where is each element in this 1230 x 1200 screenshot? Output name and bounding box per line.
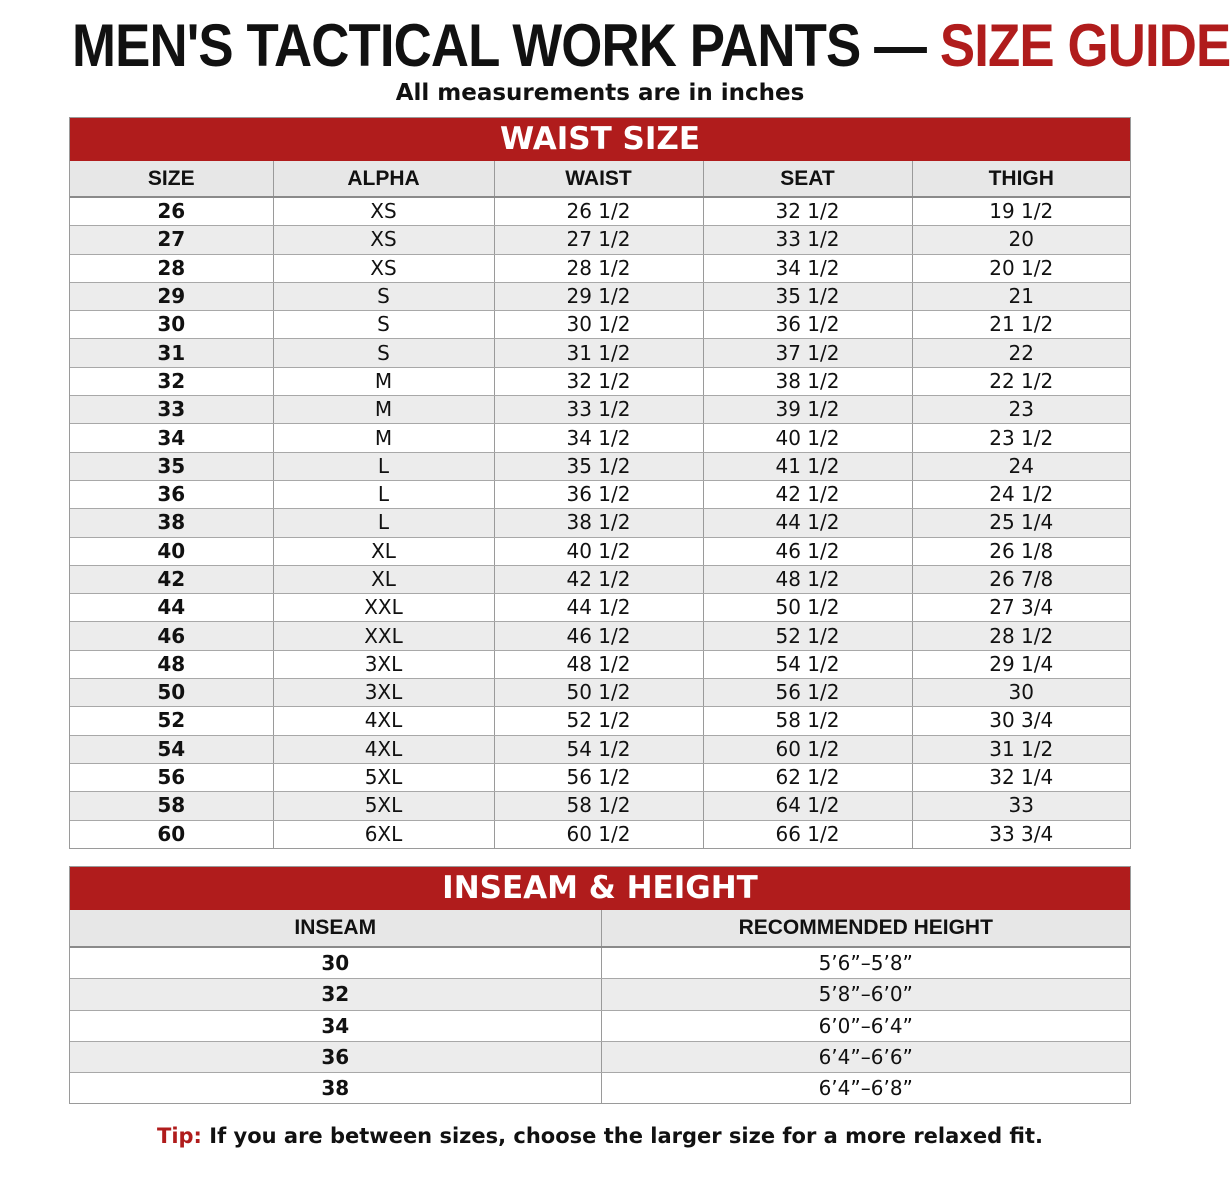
cell-size: 48 bbox=[70, 650, 273, 678]
cell-alpha: S bbox=[273, 311, 494, 339]
cell-waist: 44 1/2 bbox=[494, 594, 703, 622]
cell-alpha: 4XL bbox=[273, 735, 494, 763]
cell-size: 32 bbox=[70, 367, 273, 395]
cell-waist: 33 1/2 bbox=[494, 396, 703, 424]
cell-size: 60 bbox=[70, 820, 273, 848]
cell-seat: 50 1/2 bbox=[703, 594, 912, 622]
cell-size: 31 bbox=[70, 339, 273, 367]
table-row bbox=[70, 254, 1130, 282]
inseam-height-banner: INSEAM & HEIGHT bbox=[70, 867, 1130, 910]
cell-seat: 46 1/2 bbox=[703, 537, 912, 565]
cell-thigh: 31 1/2 bbox=[912, 735, 1130, 763]
cell-size: 26 bbox=[70, 197, 273, 226]
table-row bbox=[70, 311, 1130, 339]
waist-size-table bbox=[70, 161, 1130, 848]
tip-text: If you are between sizes, choose the larger size for a more relaxed fit. bbox=[201, 1124, 1043, 1148]
table-row bbox=[70, 1073, 1130, 1104]
cell-waist: 30 1/2 bbox=[494, 311, 703, 339]
table-row bbox=[70, 1010, 1130, 1041]
table-row bbox=[70, 947, 1130, 979]
table-row bbox=[70, 452, 1130, 480]
cell-waist: 42 1/2 bbox=[494, 565, 703, 593]
cell-inseam: 36 bbox=[70, 1041, 601, 1072]
inseam-table-body bbox=[70, 947, 1130, 1103]
cell-alpha: L bbox=[273, 452, 494, 480]
cell-waist: 26 1/2 bbox=[494, 197, 703, 226]
cell-thigh: 33 bbox=[912, 792, 1130, 820]
cell-alpha: XXL bbox=[273, 594, 494, 622]
cell-size: 58 bbox=[70, 792, 273, 820]
cell-size: 40 bbox=[70, 537, 273, 565]
cell-waist: 52 1/2 bbox=[494, 707, 703, 735]
cell-waist: 50 1/2 bbox=[494, 679, 703, 707]
table-row bbox=[70, 979, 1130, 1010]
cell-thigh: 20 bbox=[912, 226, 1130, 254]
cell-waist: 54 1/2 bbox=[494, 735, 703, 763]
cell-waist: 35 1/2 bbox=[494, 452, 703, 480]
cell-thigh: 23 1/2 bbox=[912, 424, 1130, 452]
cell-waist: 58 1/2 bbox=[494, 792, 703, 820]
cell-thigh: 30 3/4 bbox=[912, 707, 1130, 735]
cell-recommended-height: 5’8”–6’0” bbox=[601, 979, 1130, 1010]
cell-size: 34 bbox=[70, 424, 273, 452]
table-row bbox=[70, 282, 1130, 310]
cell-seat: 40 1/2 bbox=[703, 424, 912, 452]
cell-alpha: M bbox=[273, 396, 494, 424]
table-row bbox=[70, 339, 1130, 367]
cell-seat: 42 1/2 bbox=[703, 480, 912, 508]
cell-alpha: XL bbox=[273, 565, 494, 593]
cell-alpha: XS bbox=[273, 197, 494, 226]
cell-size: 28 bbox=[70, 254, 273, 282]
cell-seat: 32 1/2 bbox=[703, 197, 912, 226]
table-row bbox=[70, 820, 1130, 848]
cell-alpha: L bbox=[273, 480, 494, 508]
cell-inseam: 32 bbox=[70, 979, 601, 1010]
cell-size: 38 bbox=[70, 509, 273, 537]
column-header-inseam: INSEAM bbox=[70, 910, 601, 947]
cell-seat: 41 1/2 bbox=[703, 452, 912, 480]
column-header-recommended-height: RECOMMENDED HEIGHT bbox=[601, 910, 1130, 947]
table-row bbox=[70, 622, 1130, 650]
table-row bbox=[70, 509, 1130, 537]
table-row bbox=[70, 565, 1130, 593]
cell-thigh: 26 7/8 bbox=[912, 565, 1130, 593]
cell-waist: 38 1/2 bbox=[494, 509, 703, 537]
page-title bbox=[72, 10, 1230, 82]
cell-seat: 38 1/2 bbox=[703, 367, 912, 395]
inseam-height-section bbox=[69, 866, 1131, 1104]
cell-size: 52 bbox=[70, 707, 273, 735]
table-row bbox=[70, 1041, 1130, 1072]
cell-seat: 37 1/2 bbox=[703, 339, 912, 367]
column-header-waist: WAIST bbox=[494, 161, 703, 197]
cell-seat: 48 1/2 bbox=[703, 565, 912, 593]
cell-thigh: 33 3/4 bbox=[912, 820, 1130, 848]
cell-size: 35 bbox=[70, 452, 273, 480]
cell-thigh: 24 1/2 bbox=[912, 480, 1130, 508]
cell-size: 46 bbox=[70, 622, 273, 650]
cell-thigh: 32 1/4 bbox=[912, 763, 1130, 791]
cell-thigh: 28 1/2 bbox=[912, 622, 1130, 650]
cell-seat: 39 1/2 bbox=[703, 396, 912, 424]
cell-inseam: 38 bbox=[70, 1073, 601, 1104]
cell-alpha: 6XL bbox=[273, 820, 494, 848]
column-header-size: SIZE bbox=[70, 161, 273, 197]
cell-thigh: 24 bbox=[912, 452, 1130, 480]
cell-thigh: 22 1/2 bbox=[912, 367, 1130, 395]
cell-size: 27 bbox=[70, 226, 273, 254]
cell-waist: 32 1/2 bbox=[494, 367, 703, 395]
cell-alpha: M bbox=[273, 424, 494, 452]
table-row bbox=[70, 480, 1130, 508]
title-highlight: SIZE GUIDE bbox=[939, 12, 1230, 79]
cell-size: 33 bbox=[70, 396, 273, 424]
cell-alpha: 3XL bbox=[273, 679, 494, 707]
table-row bbox=[70, 707, 1130, 735]
table-row bbox=[70, 197, 1130, 226]
inseam-header-row bbox=[70, 910, 1130, 947]
cell-size: 30 bbox=[70, 311, 273, 339]
table-row bbox=[70, 424, 1130, 452]
cell-size: 50 bbox=[70, 679, 273, 707]
cell-size: 36 bbox=[70, 480, 273, 508]
cell-seat: 36 1/2 bbox=[703, 311, 912, 339]
waist-size-banner: WAIST SIZE bbox=[70, 118, 1130, 161]
table-row bbox=[70, 763, 1130, 791]
cell-alpha: XXL bbox=[273, 622, 494, 650]
waist-size-section bbox=[69, 117, 1131, 849]
subtitle: All measurements are in inches bbox=[395, 80, 805, 106]
table-row bbox=[70, 792, 1130, 820]
waist-table-body bbox=[70, 197, 1130, 848]
cell-waist: 29 1/2 bbox=[494, 282, 703, 310]
cell-seat: 56 1/2 bbox=[703, 679, 912, 707]
cell-thigh: 23 bbox=[912, 396, 1130, 424]
cell-waist: 60 1/2 bbox=[494, 820, 703, 848]
cell-alpha: 4XL bbox=[273, 707, 494, 735]
inseam-height-table bbox=[70, 910, 1130, 1103]
title-main: MEN'S TACTICAL WORK PANTS — bbox=[72, 12, 940, 79]
cell-seat: 60 1/2 bbox=[703, 735, 912, 763]
table-row bbox=[70, 735, 1130, 763]
cell-alpha: XL bbox=[273, 537, 494, 565]
cell-thigh: 20 1/2 bbox=[912, 254, 1130, 282]
cell-alpha: XS bbox=[273, 254, 494, 282]
cell-size: 29 bbox=[70, 282, 273, 310]
cell-alpha: XS bbox=[273, 226, 494, 254]
cell-recommended-height: 6’4”–6’8” bbox=[601, 1073, 1130, 1104]
cell-thigh: 21 bbox=[912, 282, 1130, 310]
cell-recommended-height: 6’0”–6’4” bbox=[601, 1010, 1130, 1041]
cell-alpha: 3XL bbox=[273, 650, 494, 678]
cell-seat: 54 1/2 bbox=[703, 650, 912, 678]
cell-seat: 33 1/2 bbox=[703, 226, 912, 254]
column-header-seat: SEAT bbox=[703, 161, 912, 197]
cell-alpha: S bbox=[273, 339, 494, 367]
cell-alpha: M bbox=[273, 367, 494, 395]
cell-thigh: 21 1/2 bbox=[912, 311, 1130, 339]
cell-size: 54 bbox=[70, 735, 273, 763]
cell-thigh: 19 1/2 bbox=[912, 197, 1130, 226]
cell-seat: 34 1/2 bbox=[703, 254, 912, 282]
cell-size: 44 bbox=[70, 594, 273, 622]
cell-recommended-height: 6’4”–6’6” bbox=[601, 1041, 1130, 1072]
cell-thigh: 25 1/4 bbox=[912, 509, 1130, 537]
cell-thigh: 27 3/4 bbox=[912, 594, 1130, 622]
cell-inseam: 34 bbox=[70, 1010, 601, 1041]
table-row bbox=[70, 226, 1130, 254]
cell-waist: 36 1/2 bbox=[494, 480, 703, 508]
tip-label: Tip: bbox=[157, 1124, 202, 1148]
table-row bbox=[70, 537, 1130, 565]
cell-seat: 66 1/2 bbox=[703, 820, 912, 848]
cell-size: 42 bbox=[70, 565, 273, 593]
cell-thigh: 30 bbox=[912, 679, 1130, 707]
cell-waist: 28 1/2 bbox=[494, 254, 703, 282]
cell-waist: 27 1/2 bbox=[494, 226, 703, 254]
cell-seat: 62 1/2 bbox=[703, 763, 912, 791]
cell-waist: 48 1/2 bbox=[494, 650, 703, 678]
table-row bbox=[70, 396, 1130, 424]
cell-size: 56 bbox=[70, 763, 273, 791]
cell-waist: 31 1/2 bbox=[494, 339, 703, 367]
column-header-thigh: THIGH bbox=[912, 161, 1130, 197]
cell-recommended-height: 5’6”–5’8” bbox=[601, 947, 1130, 979]
waist-header-row bbox=[70, 161, 1130, 197]
cell-waist: 40 1/2 bbox=[494, 537, 703, 565]
table-row bbox=[70, 679, 1130, 707]
fit-tip bbox=[0, 1124, 1200, 1148]
cell-thigh: 22 bbox=[912, 339, 1130, 367]
cell-alpha: 5XL bbox=[273, 792, 494, 820]
cell-waist: 56 1/2 bbox=[494, 763, 703, 791]
cell-thigh: 29 1/4 bbox=[912, 650, 1130, 678]
cell-seat: 52 1/2 bbox=[703, 622, 912, 650]
cell-seat: 44 1/2 bbox=[703, 509, 912, 537]
cell-waist: 34 1/2 bbox=[494, 424, 703, 452]
table-row bbox=[70, 367, 1130, 395]
cell-thigh: 26 1/8 bbox=[912, 537, 1130, 565]
cell-alpha: 5XL bbox=[273, 763, 494, 791]
column-header-alpha: ALPHA bbox=[273, 161, 494, 197]
table-row bbox=[70, 594, 1130, 622]
cell-alpha: S bbox=[273, 282, 494, 310]
cell-inseam: 30 bbox=[70, 947, 601, 979]
cell-waist: 46 1/2 bbox=[494, 622, 703, 650]
cell-seat: 35 1/2 bbox=[703, 282, 912, 310]
cell-alpha: L bbox=[273, 509, 494, 537]
cell-seat: 64 1/2 bbox=[703, 792, 912, 820]
cell-seat: 58 1/2 bbox=[703, 707, 912, 735]
table-row bbox=[70, 650, 1130, 678]
